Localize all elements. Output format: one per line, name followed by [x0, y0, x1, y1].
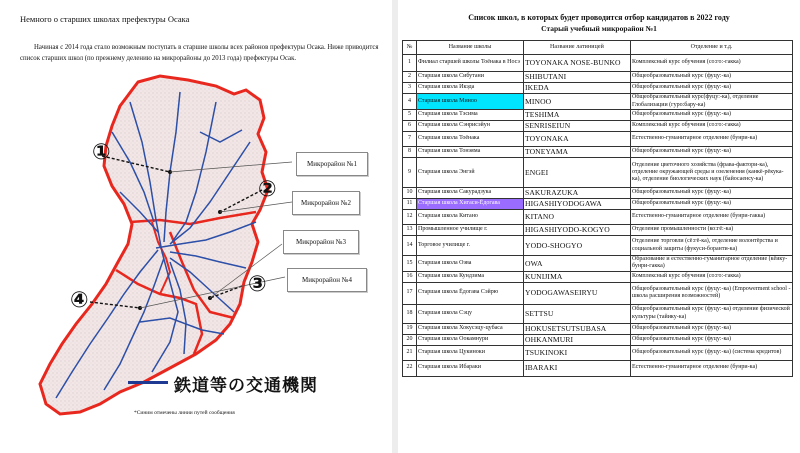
osaka-map-svg: [20, 72, 292, 420]
row-number: 22: [403, 360, 417, 376]
table-row: [403, 132, 793, 147]
row-school-name: Старшая школа Хокусэцу-цубаса: [417, 323, 524, 334]
row-school-name: Старшая школа Миноо: [417, 94, 524, 110]
right-page-subtitle: Старый учебный микрорайон №1: [541, 24, 657, 33]
zone-label-4: Микрорайон №4: [287, 268, 367, 292]
row-department: Отделение цветочного хозяйства (фрава-фактори-ка), отделение окружающей среды и озеленения (канкё-рёкука-ка), отделение биологических наук (байосаенсу-ка): [631, 158, 793, 188]
row-latin-name: HIGASHIYODOGAWA: [524, 199, 631, 210]
row-number: 16: [403, 271, 417, 282]
row-school-name: Старшая школа Оэва: [417, 256, 524, 272]
row-department: Отделение торговли (сё:гё-ка), отделение волонтёрства и социальной защиты (фукуси-боранти-ка): [631, 236, 793, 256]
row-number: 4: [403, 94, 417, 110]
table-row: [403, 55, 793, 72]
row-latin-name: OWA: [524, 256, 631, 272]
row-school-name: Старшая школа Ёдогава Сэйрю: [417, 282, 524, 304]
row-latin-name: HOKUSETSUTSUBASA: [524, 323, 631, 334]
table-row: [403, 334, 793, 345]
table-row: [403, 323, 793, 334]
row-latin-name: HIGASHIYODO-KOGYO: [524, 225, 631, 236]
row-department: Отделение промышленности (ко:гё:-ка): [631, 225, 793, 236]
row-number: 10: [403, 188, 417, 199]
row-number: 12: [403, 210, 417, 225]
table-row: [403, 282, 793, 304]
table-row: [403, 121, 793, 132]
row-department: Естественно-гуманитарное отделение (бунри-ка): [631, 132, 793, 147]
row-latin-name: OHKANMURI: [524, 334, 631, 345]
row-latin-name: IKEDA: [524, 83, 631, 94]
prefecture-shape: [40, 76, 268, 414]
row-latin-name: KITANO: [524, 210, 631, 225]
legend-rail-label: 鉄道等の交通機関: [174, 376, 318, 396]
row-school-name: Старшая школа Оокамнури: [417, 334, 524, 345]
table-row: [403, 72, 793, 83]
row-department: Комплексный курс обучения (со:го:-гакка): [631, 55, 793, 72]
zone-label-1: Микрорайон №1: [296, 152, 368, 176]
row-number: 20: [403, 334, 417, 345]
row-school-name: Старшая школа Сибутани: [417, 72, 524, 83]
row-school-name: Старшая школа Ибараки: [417, 360, 524, 376]
table-row: [403, 304, 793, 323]
table-header-row: [403, 41, 793, 55]
header-num: №: [403, 41, 417, 55]
row-department: Общеобразовательный курс (фуцу:-ка) (система кредитов): [631, 345, 793, 360]
table-row: [403, 345, 793, 360]
row-number: 18: [403, 304, 417, 323]
row-department: Образование и естественно-гуманитарное отделение (кёику-бунри-гакка): [631, 256, 793, 272]
header-dept: Отделение и т.д.: [631, 41, 793, 55]
row-number: 19: [403, 323, 417, 334]
zone-number-2: ②: [258, 177, 277, 202]
row-latin-name: TSUKINOKI: [524, 345, 631, 360]
right-page: [398, 0, 800, 453]
table-row: [403, 94, 793, 110]
header-latin: Название латиницей: [524, 41, 631, 55]
row-latin-name: SENRISEIUN: [524, 121, 631, 132]
table-row: [403, 110, 793, 121]
row-number: 11: [403, 199, 417, 210]
row-school-name: Старшая школа Китано: [417, 210, 524, 225]
left-intro-paragraph: Начиная с 2014 года стало возможным поступать в старшие школы всех районов префектуры Осака. Ниже приводится список старших школ (по прежнему делению на микрорайоны до 2013 года) префектуры Осак.: [20, 44, 379, 62]
row-school-name: Старшая школа Тэсима: [417, 110, 524, 121]
row-school-name: Старшая школа Икэда: [417, 83, 524, 94]
row-department: Общеобразовательный курс (фуцу:-ка): [631, 199, 793, 210]
table-row: [403, 210, 793, 225]
row-school-name: Старшая школа Тонэяма: [417, 147, 524, 158]
row-latin-name: TESHIMA: [524, 110, 631, 121]
table-body: [403, 55, 793, 377]
legend-rail-swatch: [128, 381, 168, 384]
row-school-name: Старшая школа Тоёнака: [417, 132, 524, 147]
row-department: Общеобразовательный курс(фуцу:-ка), отделение Глобализации (гуро:бару-ка): [631, 94, 793, 110]
row-school-name: Старшая школа Сакурадзука: [417, 188, 524, 199]
row-latin-name: SAKURAZUKA: [524, 188, 631, 199]
row-number: 15: [403, 256, 417, 272]
row-latin-name: MINOO: [524, 94, 631, 110]
left-footnote: *Синим отмечены линии путей сообщения: [134, 410, 235, 416]
schools-table: [402, 40, 793, 377]
row-department: Общеобразовательный курс (фуцу:-ка) (Empowerment school - школа расширения возможностей): [631, 282, 793, 304]
row-latin-name: SETTSU: [524, 304, 631, 323]
row-latin-name: YODO-SHOGYO: [524, 236, 631, 256]
row-department: Общеобразовательный курс (фуцу:-ка): [631, 83, 793, 94]
row-department: Общеобразовательный курс (фуцу:-ка): [631, 188, 793, 199]
table-row: [403, 147, 793, 158]
table-row: [403, 225, 793, 236]
row-number: 14: [403, 236, 417, 256]
row-school-name: Торговое училище г.: [417, 236, 524, 256]
row-number: 13: [403, 225, 417, 236]
row-latin-name: YODOGAWASEIRYU: [524, 282, 631, 304]
row-number: 9: [403, 158, 417, 188]
row-number: 17: [403, 282, 417, 304]
table-row: [403, 188, 793, 199]
row-department: Общеобразовательный курс (фуцу:-ка): [631, 72, 793, 83]
osaka-map: [20, 72, 292, 420]
row-number: 3: [403, 83, 417, 94]
row-department: Общеобразовательный курс (фуцу:-ка): [631, 334, 793, 345]
zone-label-2: Микрорайон №2: [292, 191, 360, 215]
row-latin-name: SHIBUTANI: [524, 72, 631, 83]
table-row: [403, 199, 793, 210]
row-department: Общеобразовательный курс (фуцу:-ка) отделение физической культуры (тайику-ка): [631, 304, 793, 323]
table-row: [403, 236, 793, 256]
row-number: 5: [403, 110, 417, 121]
row-number: 6: [403, 121, 417, 132]
row-number: 21: [403, 345, 417, 360]
table-row: [403, 83, 793, 94]
row-school-name: Старшая школа Сэцу: [417, 304, 524, 323]
row-school-name: Старшая школа Сэнрисэйун: [417, 121, 524, 132]
row-department: Общеобразовательный курс (фуцу:-ка): [631, 110, 793, 121]
zone-number-4: ④: [70, 288, 89, 313]
row-school-name: Старшая школа Энгэй: [417, 158, 524, 188]
table-row: [403, 271, 793, 282]
table-row: [403, 360, 793, 376]
row-department: Комплексный курс обучения (со:го:-гакка): [631, 121, 793, 132]
row-school-name: Старшая школа Цукиноки: [417, 345, 524, 360]
table-row: [403, 256, 793, 272]
zone-number-3: ③: [248, 272, 267, 297]
row-number: 8: [403, 147, 417, 158]
row-school-name: Промышленное училище г.: [417, 225, 524, 236]
row-department: Естественно-гуманитарное отделение (бунри-гакка): [631, 210, 793, 225]
row-number: 2: [403, 72, 417, 83]
row-number: 1: [403, 55, 417, 72]
row-school-name: Филиал старшей школы Тоёнака в Носэ: [417, 55, 524, 72]
row-department: Естественно-гуманитарное отделение (бунри-ка): [631, 360, 793, 376]
row-latin-name: TONEYAMA: [524, 147, 631, 158]
zone-label-3: Микрорайон №3: [283, 230, 359, 254]
header-name: Название школы: [417, 41, 524, 55]
row-latin-name: IBARAKI: [524, 360, 631, 376]
row-department: Общеобразовательный курс (фуцу:-ка): [631, 323, 793, 334]
zone-number-1: ①: [92, 140, 111, 165]
row-latin-name: TOYONAKA: [524, 132, 631, 147]
left-page: [0, 0, 392, 453]
right-page-title: Список школ, в которых будет проводится отбор кандидатов в 2022 году: [468, 13, 730, 22]
row-school-name: Старшая школа Хигаси-Ёдогава: [417, 199, 524, 210]
row-latin-name: KUNIJIMA: [524, 271, 631, 282]
row-school-name: Старшая школа Кундзима: [417, 271, 524, 282]
row-latin-name: TOYONAKA NOSE-BUNKO: [524, 55, 631, 72]
row-number: 7: [403, 132, 417, 147]
table-row: [403, 158, 793, 188]
row-department: Комплексный курс обучения (со:го:-гакка): [631, 271, 793, 282]
row-department: Общеобразовательный курс (фуцу:-ка): [631, 147, 793, 158]
left-page-title: Немного о старших школах префектуры Осака: [20, 14, 190, 24]
row-latin-name: ENGEI: [524, 158, 631, 188]
